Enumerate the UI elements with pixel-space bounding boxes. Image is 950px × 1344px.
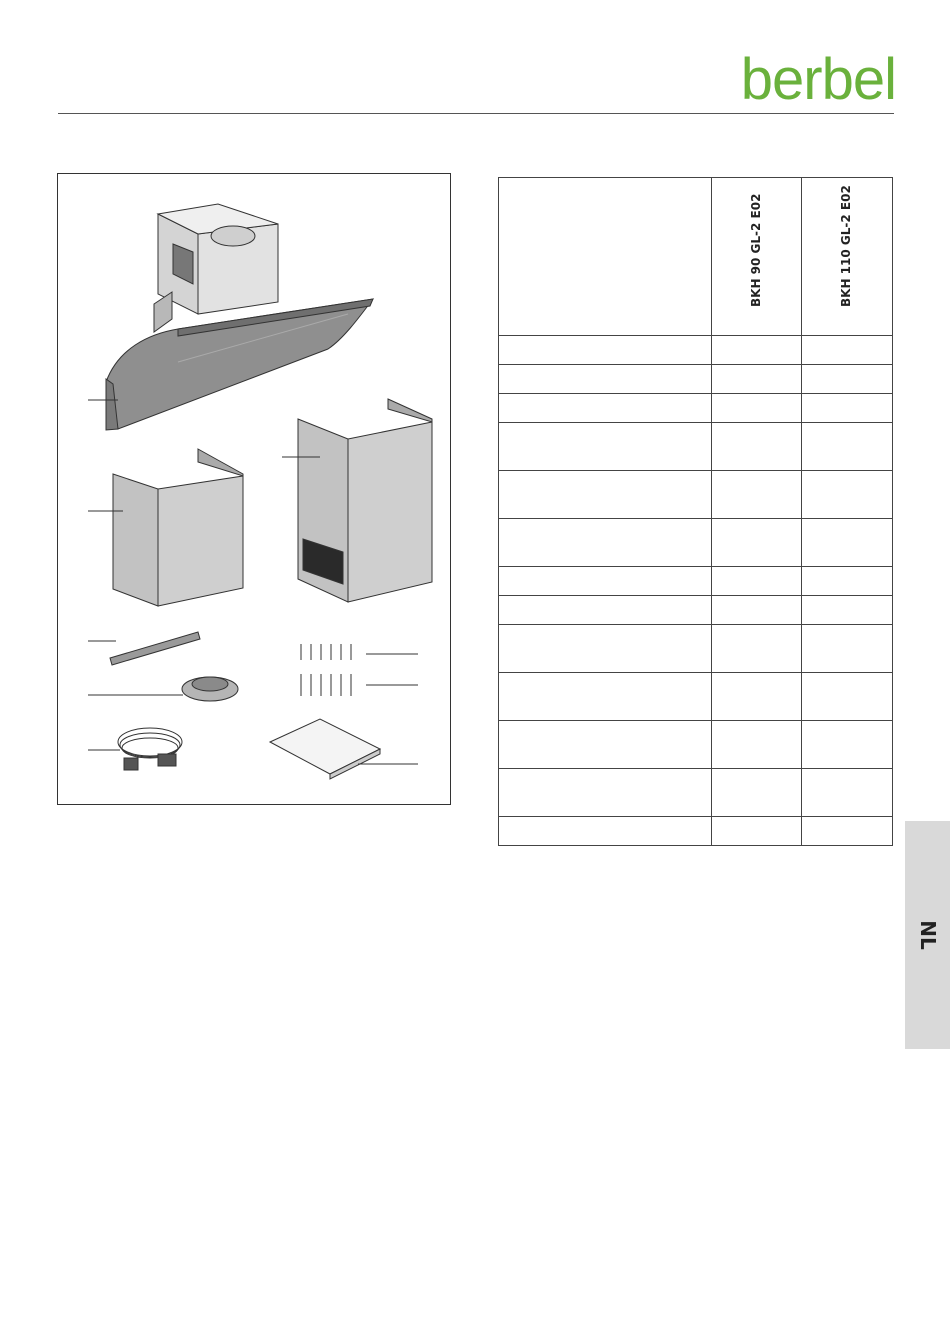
parts-header-cell	[499, 178, 712, 336]
quantity-cell	[802, 769, 893, 817]
table-row	[499, 423, 893, 471]
model-header-cell	[712, 178, 802, 336]
table-row	[499, 721, 893, 769]
language-tab	[905, 821, 950, 1049]
quantity-cell	[802, 471, 893, 519]
header-divider	[58, 113, 894, 114]
quantity-cell	[802, 394, 893, 423]
quantity-cell	[712, 519, 802, 567]
quantity-cell	[712, 365, 802, 394]
parts-illustration	[58, 174, 452, 806]
quantity-cell	[712, 423, 802, 471]
part-cell	[499, 365, 712, 394]
part-cell	[499, 596, 712, 625]
quantity-cell	[802, 721, 893, 769]
part-cell	[499, 336, 712, 365]
table-row	[499, 596, 893, 625]
part-cell	[499, 817, 712, 846]
table-row	[499, 471, 893, 519]
table-row	[499, 673, 893, 721]
table-row	[499, 567, 893, 596]
short-screws	[301, 644, 351, 660]
part-cell	[499, 519, 712, 567]
part-cell	[499, 625, 712, 673]
table-row	[499, 769, 893, 817]
table-header-row	[499, 178, 893, 336]
part-cell	[499, 673, 712, 721]
brand-logo: berbel	[740, 47, 896, 112]
model-label: BKH 90 GL-2 E02	[748, 193, 763, 307]
part-cell	[499, 769, 712, 817]
model-label: BKH 110 GL-2 E02	[839, 185, 853, 307]
small-chimney-cover	[113, 449, 243, 606]
quantity-cell	[712, 817, 802, 846]
quantity-cell	[712, 394, 802, 423]
language-label: NL	[915, 920, 940, 950]
quantity-cell	[712, 471, 802, 519]
table-row	[499, 394, 893, 423]
table-row	[499, 519, 893, 567]
quantity-cell	[712, 625, 802, 673]
manual-booklet	[270, 719, 380, 779]
exhaust-connector	[182, 677, 238, 701]
quantity-cell	[712, 673, 802, 721]
quantity-cell	[712, 567, 802, 596]
table-body	[499, 336, 893, 846]
quantity-cell	[802, 817, 893, 846]
power-cable	[118, 728, 182, 770]
table-row	[499, 336, 893, 365]
long-screws	[301, 674, 351, 696]
quantity-cell	[802, 596, 893, 625]
table-row	[499, 625, 893, 673]
hood-body	[106, 204, 373, 430]
quantity-cell	[712, 596, 802, 625]
part-cell	[499, 567, 712, 596]
parts-figure	[57, 173, 451, 805]
table-row	[499, 817, 893, 846]
part-cell	[499, 394, 712, 423]
quantity-cell	[802, 519, 893, 567]
part-cell	[499, 423, 712, 471]
quantity-cell	[802, 423, 893, 471]
wall-bracket	[110, 632, 200, 665]
quantity-cell	[712, 769, 802, 817]
part-cell	[499, 721, 712, 769]
table-row	[499, 365, 893, 394]
part-cell	[499, 471, 712, 519]
quantity-cell	[802, 567, 893, 596]
quantity-cell	[802, 673, 893, 721]
quantity-cell	[802, 365, 893, 394]
quantity-cell	[802, 336, 893, 365]
quantity-cell	[802, 625, 893, 673]
large-chimney-cover	[298, 399, 432, 602]
model-parts-table	[498, 177, 893, 846]
quantity-cell	[712, 336, 802, 365]
quantity-cell	[712, 721, 802, 769]
model-header-cell	[802, 178, 893, 336]
